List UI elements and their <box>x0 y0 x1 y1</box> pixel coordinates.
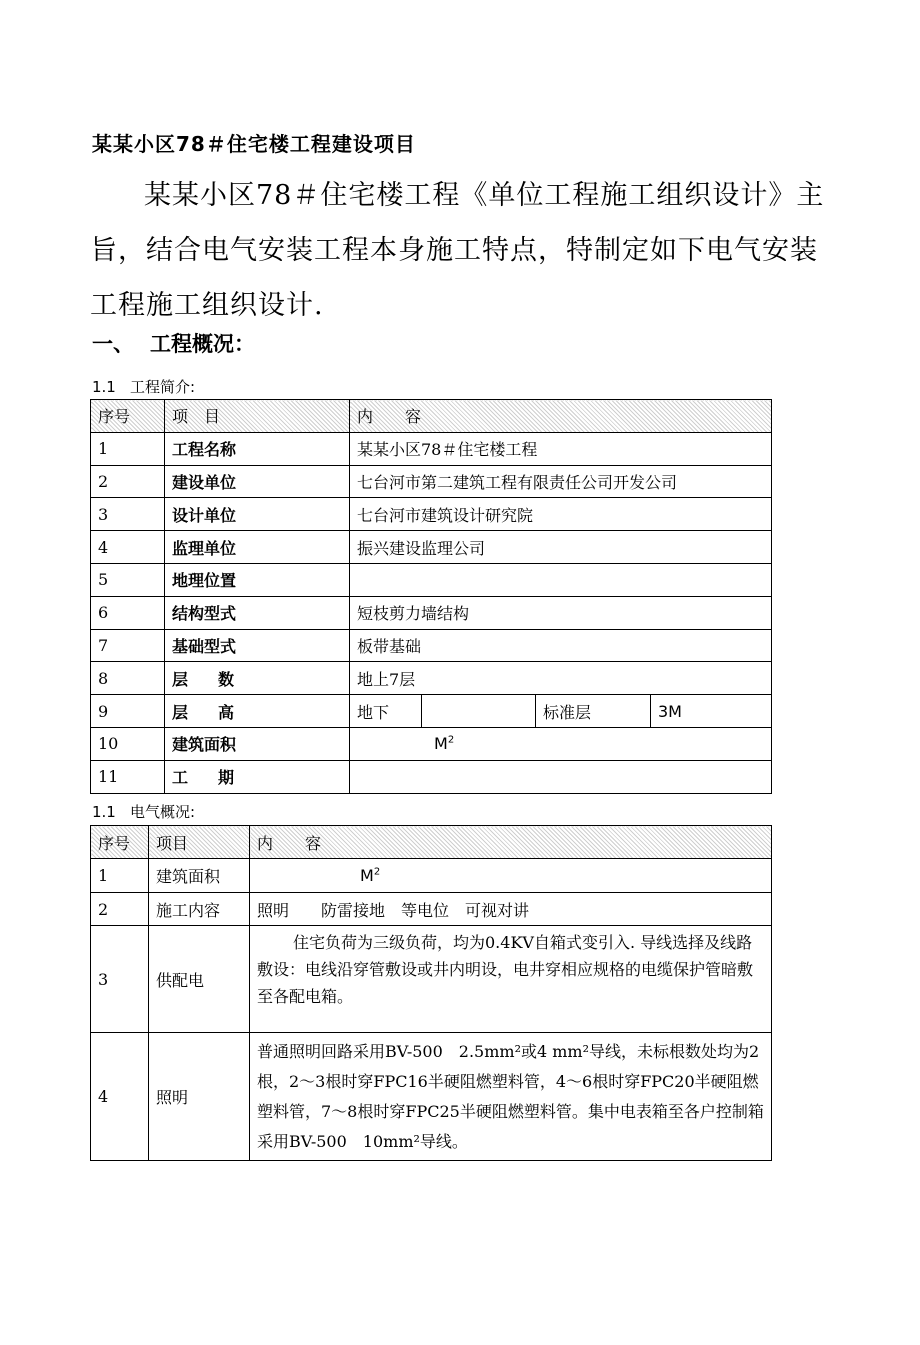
row-no: 10 <box>91 727 165 760</box>
row-content <box>250 859 772 893</box>
row-no: 4 <box>91 531 165 564</box>
row-content <box>350 760 772 793</box>
row-no: 5 <box>91 563 165 596</box>
row-item: 照明 <box>149 1033 250 1161</box>
area-unit-exponent: 2 <box>447 735 455 747</box>
table-row <box>91 563 772 596</box>
row-content: 短枝剪力墙结构 <box>350 596 772 629</box>
table-row <box>91 695 772 728</box>
table-row <box>91 465 772 498</box>
table-row <box>91 926 772 1033</box>
row-item: 层数 <box>165 662 350 695</box>
row-item: 建设单位 <box>165 465 350 498</box>
row-content: 普通照明回路采用BV-500 2.5mm²或4 mm²导线，未标根数处均为2根，2～3根时穿FPC16半硬阻燃塑料管，4～6根时穿FPC20半硬阻燃塑料管，7～8根时穿FPC25半硬阻燃塑料管。集中电表箱至各户控制箱采用BV-500 10mm²导线。 <box>250 1033 772 1161</box>
header-cell-no: 序号 <box>91 400 165 433</box>
standard-floor-value: 3M <box>651 695 772 728</box>
area-unit: M <box>360 866 374 885</box>
row-no: 7 <box>91 629 165 662</box>
row-item: 建筑面积 <box>165 727 350 760</box>
row-item: 设计单位 <box>165 498 350 531</box>
row-item: 基础型式 <box>165 629 350 662</box>
table-row <box>91 629 772 662</box>
row-item: 监理单位 <box>165 531 350 564</box>
row-item: 层高 <box>165 695 350 728</box>
row-content: 板带基础 <box>350 629 772 662</box>
area-unit-exponent: 2 <box>373 866 381 878</box>
table-header-row <box>91 400 772 433</box>
document-title: 某某小区78＃住宅楼工程建设项目 <box>92 132 416 156</box>
row-no: 2 <box>91 465 165 498</box>
row-content: 住宅负荷为三级负荷，均为0.4KV自箱式变引入. 导线选择及线路敷设：电线沿穿管敷设或井内明设，电井穿相应规格的电缆保护管暗敷至各配电箱。 <box>250 926 772 1033</box>
header-cell-no: 序号 <box>91 826 149 859</box>
row-item: 地理位置 <box>165 563 350 596</box>
row-no: 1 <box>91 859 149 893</box>
caption-number: 1.1 <box>92 803 116 821</box>
section-number: 一、 <box>92 332 134 356</box>
project-table-caption <box>92 376 195 397</box>
project-info-table <box>90 399 772 794</box>
table-row <box>91 498 772 531</box>
row-content: 振兴建设监理公司 <box>350 531 772 564</box>
row-no: 3 <box>91 498 165 531</box>
row-item: 结构型式 <box>165 596 350 629</box>
row-no: 1 <box>91 432 165 465</box>
row-no: 9 <box>91 695 165 728</box>
row-content: 七台河市建筑设计研究院 <box>350 498 772 531</box>
electrical-info-table <box>90 825 772 1161</box>
row-content: 照明 防雷接地 等电位 可视对讲 <box>250 893 772 926</box>
row-no: 6 <box>91 596 165 629</box>
table-header-row <box>91 826 772 859</box>
electrical-table-caption <box>92 801 195 822</box>
row-no: 3 <box>91 926 149 1033</box>
standard-floor-label: 标准层 <box>536 695 651 728</box>
table-row <box>91 662 772 695</box>
header-cell-item: 项目 <box>149 826 250 859</box>
row-item: 供配电 <box>149 926 250 1033</box>
section-title: 工程概况： <box>150 332 255 356</box>
row-content: 地上7层 <box>350 662 772 695</box>
row-no: 8 <box>91 662 165 695</box>
row-content: 某某小区78＃住宅楼工程 <box>350 432 772 465</box>
table-row <box>91 760 772 793</box>
table-row <box>91 1033 772 1161</box>
row-item: 工程名称 <box>165 432 350 465</box>
intro-text: 某某小区78＃住宅楼工程《单位工程施工组织设计》主旨，结合电气安装工程本身施工特点，特制定如下电气安装工程施工组织设计. <box>90 180 825 321</box>
area-unit: M <box>434 734 448 754</box>
row-item: 建筑面积 <box>149 859 250 893</box>
table-row <box>91 727 772 760</box>
table-row <box>91 893 772 926</box>
section-heading-overview <box>92 328 255 358</box>
row-content <box>350 563 772 596</box>
caption-text: 工程简介: <box>130 378 196 396</box>
caption-text: 电气概况: <box>130 803 196 821</box>
row-no: 2 <box>91 893 149 926</box>
row-item: 工期 <box>165 760 350 793</box>
header-cell-content: 内 容 <box>350 400 772 433</box>
table-row <box>91 596 772 629</box>
table-row <box>91 531 772 564</box>
underground-value <box>422 695 536 728</box>
table-row <box>91 859 772 893</box>
row-item: 施工内容 <box>149 893 250 926</box>
underground-label: 地下 <box>350 695 422 728</box>
row-content: 七台河市第二建筑工程有限责任公司开发公司 <box>350 465 772 498</box>
header-cell-item: 项 目 <box>165 400 350 433</box>
caption-number: 1.1 <box>92 378 116 396</box>
row-no: 4 <box>91 1033 149 1161</box>
row-no: 11 <box>91 760 165 793</box>
header-cell-content: 内 容 <box>250 826 772 859</box>
intro-paragraph <box>90 168 825 333</box>
table-row <box>91 432 772 465</box>
row-content <box>350 727 772 760</box>
